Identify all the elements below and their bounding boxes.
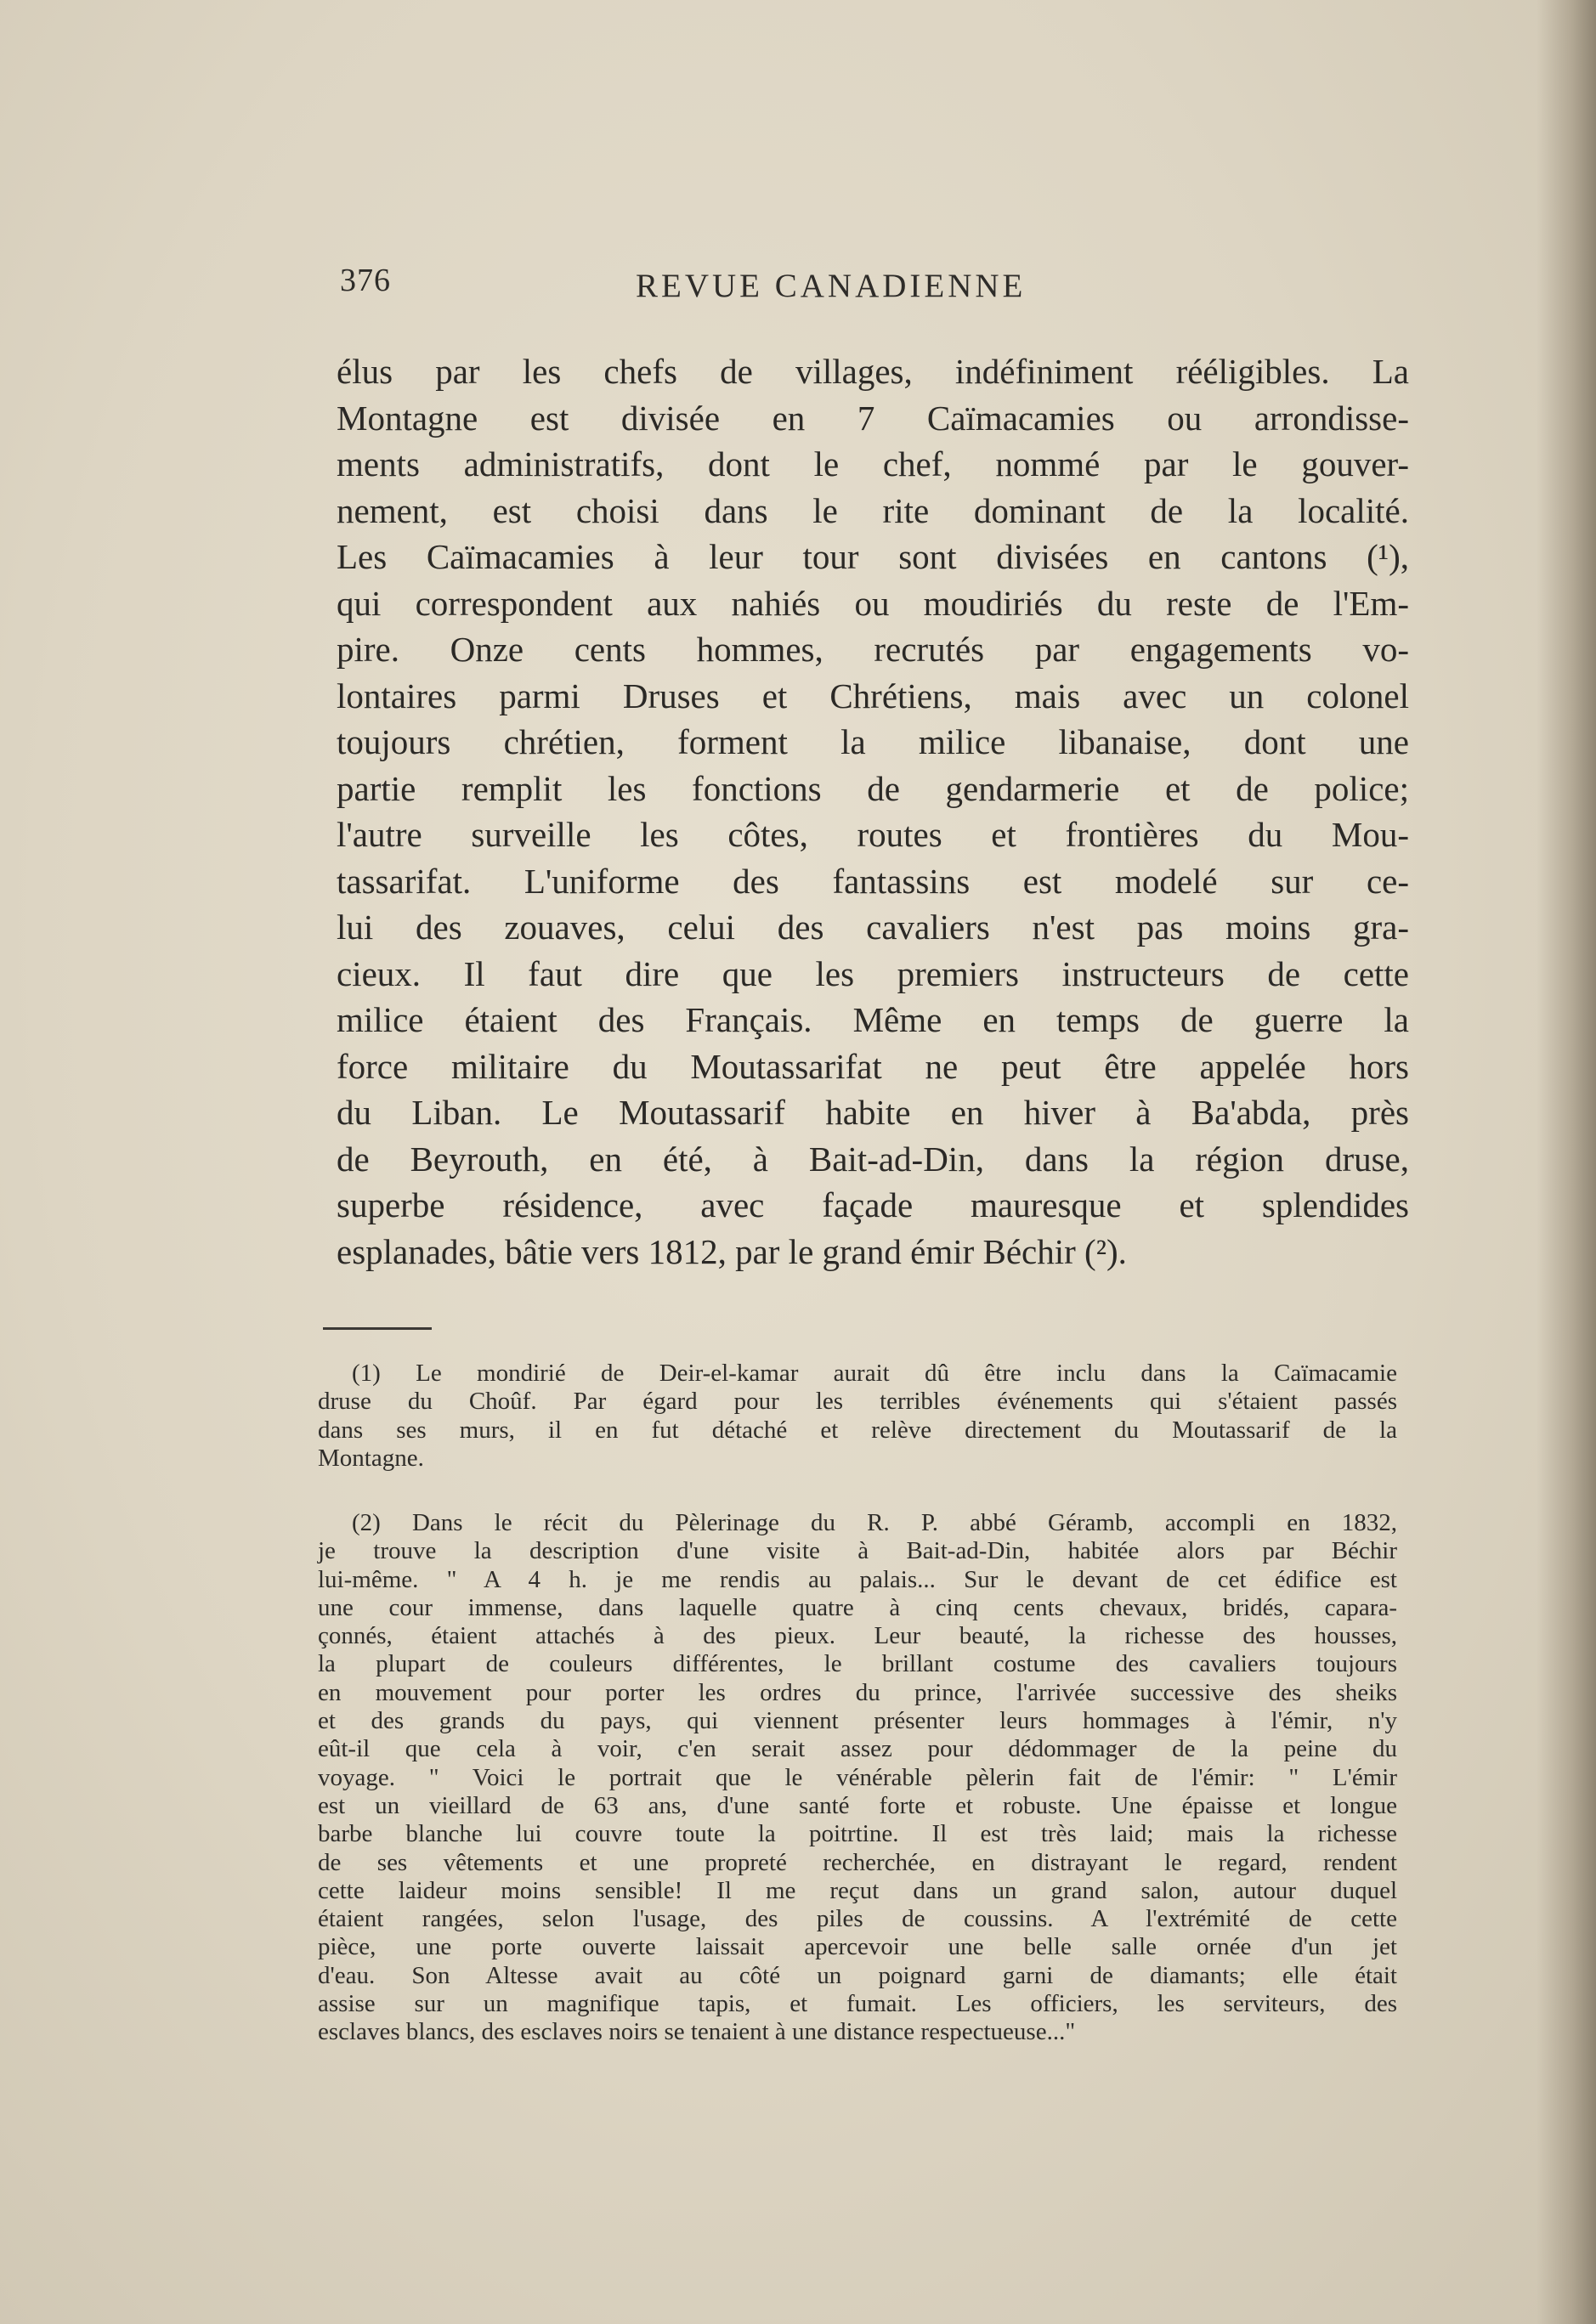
footnote-line: (1) Le mondirié de Deir-el-kamar aurait dû être inclu dans la Caïmacamie: [352, 1360, 1397, 1387]
body-line: toujours chrétien, forment la milice libanaise, dont une: [337, 722, 1409, 761]
body-line: lui des zouaves, celui des cavaliers n'est pas moins gra-: [337, 908, 1409, 947]
footnote-line: barbe blanche lui couvre toute la poitrtine. Il est très laid; mais la richesse: [318, 1820, 1397, 1848]
footnote-line: çonnés, étaient attachés à des pieux. Leur beauté, la richesse des housses,: [318, 1622, 1397, 1650]
page-number: 376: [340, 263, 391, 298]
footnote-line: cette laideur moins sensible! Il me reçut dans un grand salon, autour duquel: [318, 1876, 1397, 1904]
body-line: lontaires parmi Druses et Chrétiens, mais avec un colonel: [337, 676, 1409, 715]
body-line: nement, est choisi dans le rite dominant de la localité.: [337, 490, 1409, 530]
body-line: force militaire du Moutassarifat ne peut être appelée hors: [337, 1046, 1409, 1086]
page-header: [340, 262, 1122, 313]
footnote-line: je trouve la description d'une visite à Bait-ad-Din, habitée alors par Béchir: [318, 1537, 1397, 1565]
body-line: ments administratifs, dont le chef, nommé par le gouver-: [337, 444, 1409, 483]
footnote-line: voyage. " Voici le portrait que le vénérable pèlerin fait de l'émir: " L'émir: [318, 1763, 1397, 1791]
body-line: pire. Onze cents hommes, recrutés par engagements vo-: [337, 630, 1409, 669]
body-line: esplanades, bâtie vers 1812, par le grand émir Béchir (²).: [337, 1231, 1127, 1271]
running-title: REVUE CANADIENNE: [636, 268, 1027, 304]
footnote-line: une cour immense, dans laquelle quatre à cinq cents chevaux, bridés, capara-: [318, 1593, 1397, 1621]
footnote-line: d'eau. Son Altesse avait au côté un poignard garni de diamants; elle était: [318, 1961, 1397, 1989]
footnote-2: [318, 1509, 1397, 2047]
body-line: milice étaient des Français. Même en temps de guerre la: [337, 1000, 1409, 1039]
body-line: du Liban. Le Moutassarif habite en hiver à Ba'abda, près: [337, 1093, 1409, 1132]
footnote-rule: [323, 1327, 432, 1330]
body-line: l'autre surveille les côtes, routes et frontières du Mou-: [337, 815, 1409, 854]
body-line: élus par les chefs de villages, indéfiniment rééligibles. La: [337, 352, 1409, 391]
body-line: cieux. Il faut dire que les premiers instructeurs de cette: [337, 953, 1409, 993]
footnote-line: et des grands du pays, qui viennent présenter leurs hommages à l'émir, n'y: [318, 1707, 1397, 1735]
main-paragraph: [337, 348, 1409, 1275]
footnote-line: de ses vêtements et une propreté recherchée, en distrayant le regard, rendent: [318, 1848, 1397, 1876]
body-line: de Beyrouth, en été, à Bait-ad-Din, dans la région druse,: [337, 1139, 1409, 1179]
body-line: qui correspondent aux nahiés ou moudiriés du reste de l'Em-: [337, 583, 1409, 623]
body-line: Les Caïmacamies à leur tour sont divisées en cantons (¹),: [337, 537, 1409, 576]
footnote-line: en mouvement pour porter les ordres du prince, l'arrivée successive des sheiks: [318, 1678, 1397, 1706]
footnote-line: druse du Choûf. Par égard pour les terribles événements qui s'étaient passés: [318, 1388, 1397, 1416]
body-line: Montagne est divisée en 7 Caïmacamies ou arrondisse-: [337, 398, 1409, 438]
page-edge-shadow: [1537, 0, 1596, 2324]
body-line: superbe résidence, avec façade mauresque et splendides: [337, 1185, 1409, 1224]
footnote-line: Montagne.: [318, 1444, 424, 1472]
footnote-1: [318, 1360, 1397, 1473]
footnote-line: esclaves blancs, des esclaves noirs se tenaient à une distance respectueuse...": [318, 2018, 1076, 2046]
footnote-line: dans ses murs, il en fut détaché et relève directement du Moutassarif de la: [318, 1416, 1397, 1444]
footnote-line: étaient rangées, selon l'usage, des piles de coussins. A l'extrémité de cette: [318, 1905, 1397, 1933]
body-line: partie remplit les fonctions de gendarmerie et de police;: [337, 768, 1409, 808]
footnote-line: lui-même. " A 4 h. je me rendis au palais... Sur le devant de cet édifice est: [318, 1565, 1397, 1593]
footnote-line: pièce, une porte ouverte laissait apercevoir une belle salle ornée d'un jet: [318, 1933, 1397, 1961]
footnote-line: (2) Dans le récit du Pèlerinage du R. P. abbé Géramb, accompli en 1832,: [352, 1509, 1397, 1536]
footnote-line: eût-il que cela à voir, c'en serait assez pour dédommager de la peine du: [318, 1735, 1397, 1763]
body-line: tassarifat. L'uniforme des fantassins est modelé sur ce-: [337, 861, 1409, 901]
footnote-line: assise sur un magnifique tapis, et fumait. Les officiers, les serviteurs, des: [318, 1990, 1397, 2018]
footnote-line: la plupart de couleurs différentes, le brillant costume des cavaliers toujours: [318, 1650, 1397, 1678]
footnote-line: est un vieillard de 63 ans, d'une santé forte et robuste. Une épaisse et longue: [318, 1791, 1397, 1819]
